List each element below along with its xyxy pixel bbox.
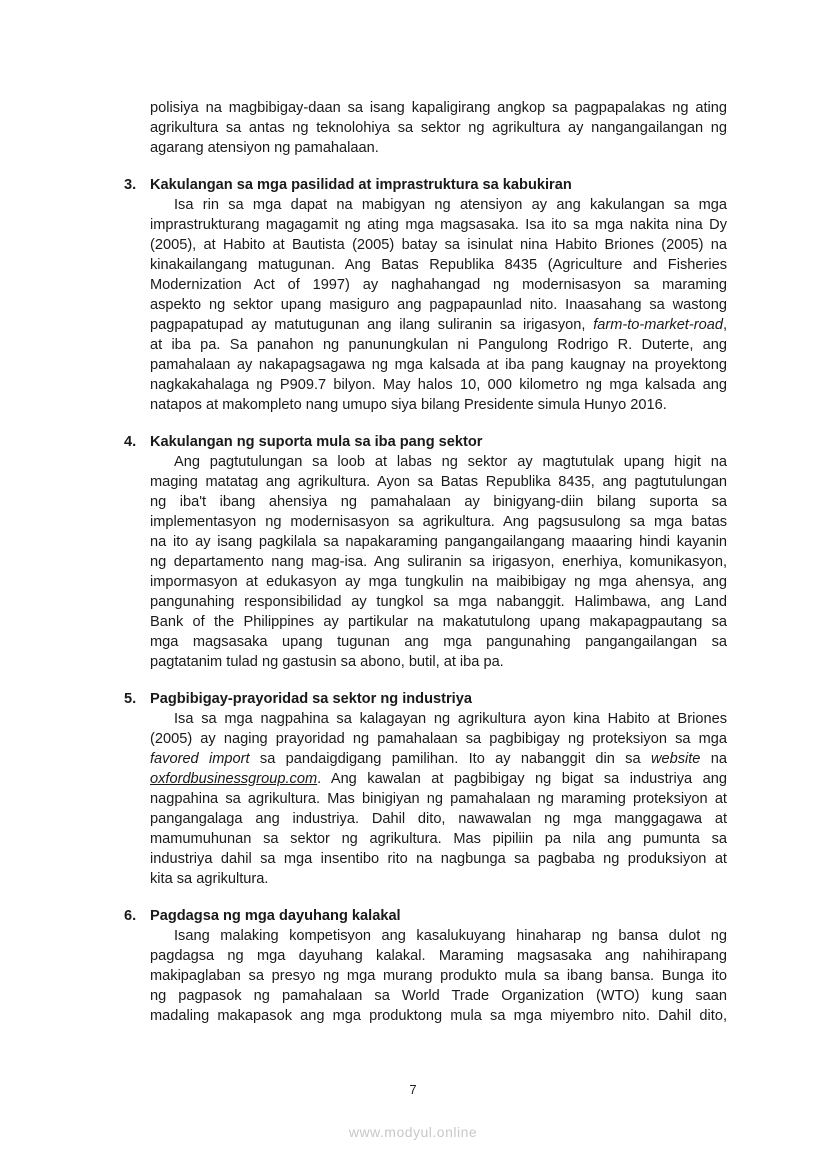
text-line: (2005) ay naging prayoridad ng pamahalaan sa pagbibigay ng proteksiyon sa mga	[150, 731, 727, 747]
text-line: polisiya na magbibigay-daan sa isang kapaligirang angkop sa pagpapalakas ng ating	[150, 100, 727, 116]
section-number: 5.	[124, 691, 137, 707]
text-line: kinakailangang matugunan. Ang Batas Republika 8435 (Agriculture and Fisheries	[150, 257, 727, 273]
section-number: 6.	[124, 908, 137, 924]
text-line: imprastrukturang magagamit ng ating mga magsasaka. Isa ito sa mga nakita nina Dy	[150, 217, 727, 233]
text-line: pangangalaga ang industriya. Dahil dito, nawawalan ng mga manggagawa at	[150, 811, 727, 827]
text-line: Modernization Act of 1997) ay naghahangad ng modernisasyon sa maraming	[150, 277, 727, 293]
intro-paragraph	[150, 98, 727, 158]
text-line: Isa sa mga nagpahina sa kalagayan ng agrikultura ayon kina Habito at Briones	[174, 711, 727, 727]
text-line: favored import sa pandaigdigang pamilihan. Ito ay nabanggit din sa website na	[150, 751, 727, 767]
website-link[interactable]: oxfordbusinessgroup.com	[150, 771, 318, 787]
italic-term: website	[650, 751, 701, 767]
text-line: mamumuhunan sa sektor ng agrikultura. Mas pipiliin pa nila ang pumunta sa	[150, 831, 727, 847]
section-item	[124, 175, 727, 415]
text-line: kita sa agrikultura.	[150, 871, 269, 887]
page-number: 7	[409, 1082, 417, 1097]
text-line: madaling makapasok ang mga produktong mula sa mga miyembro nito. Dahil dito,	[150, 1008, 727, 1024]
section-heading	[124, 175, 727, 195]
text-line: Bank of the Philippines ay partikular na makatutulong upang makapagpautang sa	[150, 614, 727, 630]
section-heading	[124, 689, 727, 709]
text-line: ng iba't ibang ahensiya ng pamahalaan ay binigyang-diin bilang suporta sa	[150, 494, 727, 510]
section-heading	[124, 432, 727, 452]
italic-term: favored import	[150, 751, 250, 767]
text-line: Isa rin sa mga dapat na mabigyan ng atensiyon ay ang kakulangan sa mga	[174, 197, 727, 213]
text-line: at iba pa. Sa panahon ng panunungkulan ni Pangulong Rodrigo R. Duterte, ang	[150, 337, 727, 353]
text-line: pagdagsa ng mga dayuhang kalakal. Maraming magsasaka ang nahihirapang	[150, 948, 727, 964]
text-line: aspekto ng sektor upang masiguro ang pagpapaunlad nito. Inaasahang sa wastong	[150, 297, 727, 313]
section-item	[124, 906, 727, 1026]
section-number: 3.	[124, 177, 137, 193]
text-line: pangunahing responsibilidad ay tungkol sa mga nabanggit. Halimbawa, ang Land	[150, 594, 727, 610]
text-line: nagkakahalaga ng P909.7 bilyon. May halos 10, 000 kilometro ng mga kalsada ang	[150, 377, 727, 393]
text-line: nagpahina sa agrikultura. Mas binigiyan ng pamahalaan ng maraming proteksiyon at	[150, 791, 727, 807]
text-line: impormasyon at edukasyon ay mga tungkulin na maibibigay ng mga ahensya, ang	[150, 574, 727, 590]
text-line: Isang malaking kompetisyon ang kasalukuyang hinaharap ng bansa dulot ng	[174, 928, 727, 944]
text-line: ng pagpasok ng pamahalaan sa World Trade Organization (WTO) kung saan	[150, 988, 727, 1004]
section-heading	[124, 906, 727, 926]
section-paragraph	[150, 195, 727, 415]
text-line: ng departamento nang mag-isa. Ang suliranin sa irigasyon, enerhiya, komunikasyon,	[150, 554, 727, 570]
text-line: makipaglaban sa presyo ng mga murang produkto mula sa ibang bansa. Bunga ito	[150, 968, 727, 984]
text-line: pagpapatupad ay matutugunan ang ilang suliranin sa irigasyon, farm-to-market-road,	[150, 317, 727, 333]
section-title: Pagdagsa ng mga dayuhang kalakal	[150, 908, 401, 924]
text-line: mga magsasaka upang tugunan ang mga pangunahing pangangailangan sa	[150, 634, 727, 650]
text-line: (2005), at Habito at Bautista (2005) batay sa isinulat nina Habito Briones (2005) na	[150, 237, 727, 253]
text-line: oxfordbusinessgroup.com. Ang kawalan at pagbibigay ng bigat sa industriya ang	[150, 771, 727, 787]
text-line: agrikultura sa antas ng teknolohiya sa sektor ng agrikultura ay nangangailangan ng	[150, 120, 727, 136]
text-line: Ang pagtutulungan sa loob at labas ng sektor ay magtutulak upang higit na	[174, 454, 727, 470]
section-title: Kakulangan ng suporta mula sa iba pang sektor	[150, 434, 483, 450]
text-line: maging matatag ang agrikultura. Ayon sa Batas Republika 8435, ang pagtutulungan	[150, 474, 727, 490]
section-item	[124, 432, 727, 672]
section-paragraph	[150, 452, 727, 672]
text-line: agarang atensiyon ng pamahalaan.	[150, 140, 379, 156]
text-line: industriya dahil sa mga insentibo rito na nagbunga sa pagbaba ng produksiyon at	[150, 851, 727, 867]
italic-term: farm-to-market-road	[593, 317, 723, 333]
text-line: pamahalaan ay nakapagsagawa ng mga kalsada at iba pang kaugnay na proyektong	[150, 357, 727, 373]
section-item	[124, 689, 727, 889]
section-paragraph	[150, 926, 727, 1026]
text-line: natapos at makompleto nang umupo siya bilang Presidente simula Hunyo 2016.	[150, 397, 667, 413]
text-line: implementasyon ng modernisasyon sa agrikultura. Ang pagsusulong sa mga batas	[150, 514, 727, 530]
section-title: Kakulangan sa mga pasilidad at imprastruktura sa kabukiran	[150, 177, 572, 193]
section-paragraph	[150, 709, 727, 889]
section-number: 4.	[124, 434, 137, 450]
sections-container	[124, 175, 727, 1026]
watermark-link[interactable]: www.modyul.online	[348, 1124, 478, 1140]
text-line: pagtatanim tulad ng gastusin sa abono, butil, at iba pa.	[150, 654, 504, 670]
page-content	[124, 98, 727, 1026]
text-line: na ito ay isang pagkilala sa napakaraming pangangailangang maaaring hindi kayanin	[150, 534, 727, 550]
section-title: Pagbibigay-prayoridad sa sektor ng industriya	[150, 691, 472, 707]
